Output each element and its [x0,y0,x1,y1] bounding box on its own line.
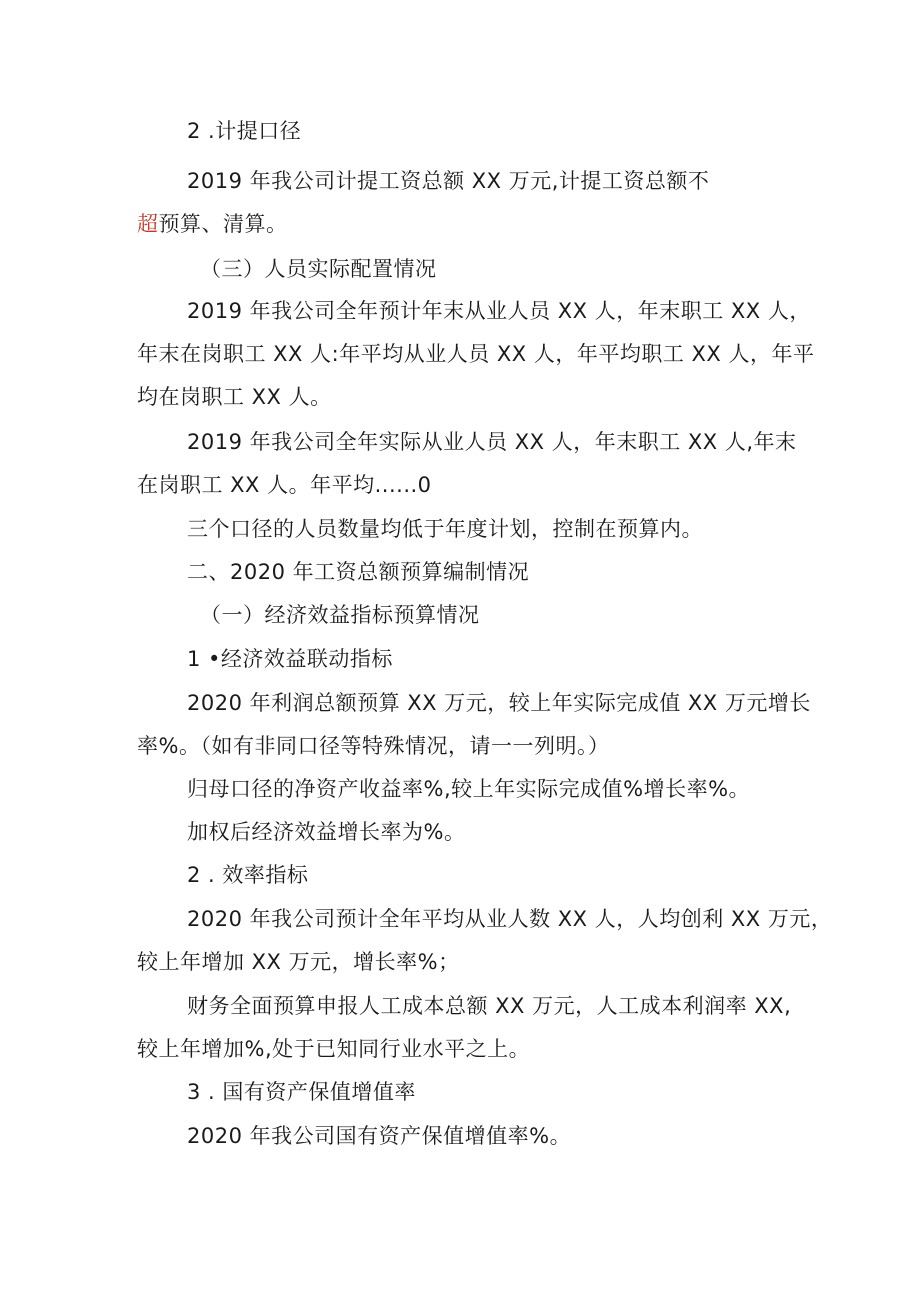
paragraph-line: 率%。（如有非同口径等特殊情况，请一一列明。） [137,734,610,758]
section-heading-economic-indicators: （一）经济效益指标预算情况 [200,603,480,627]
paragraph-line: 财务全面预算申报人工成本总额 XX 万元，人工成本利润率 XX, [187,994,792,1018]
paragraph-line: 2019 年我公司全年实际从业人员 XX 人，年末职工 XX 人,年末 [187,430,797,454]
section-heading-linked-indicators: 1 •经济效益联动指标 [187,647,393,671]
paragraph-line: 2020 年利润总额预算 XX 万元，较上年实际完成值 XX 万元增长 [187,691,811,715]
paragraph-line: 加权后经济效益增长率为%。 [187,820,466,844]
paragraph-line: 较上年增加 XX 万元，增长率%； [137,950,460,974]
section-heading-asset-preservation: 3 . 国有资产保值增值率 [187,1080,416,1104]
paragraph-line: 超预算、清算。 [137,212,288,236]
paragraph-line: 年末在岗职工 XX 人:年平均从业人员 XX 人，年平均职工 XX 人，年平 [137,342,815,366]
paragraph-line: 2019 年我公司计提工资总额 XX 万元,计提工资总额不 [187,169,710,193]
section-heading-accrual-scope: 2 .计提口径 [187,119,302,143]
paragraph-line: 较上年增加%,处于已知同行业水平之上。 [137,1037,531,1061]
paragraph-line: 2020 年我公司国有资产保值增值率%。 [187,1124,572,1148]
section-heading-efficiency: 2 . 效率指标 [187,863,309,887]
paragraph-line: 均在岗职工 XX 人。 [137,385,332,409]
paragraph-line: 三个口径的人员数量均低于年度计划，控制在预算内。 [187,517,703,541]
section-heading-2020-budget: 二、2020 年工资总额预算编制情况 [187,560,530,584]
section-heading-staffing: （三）人员实际配置情况 [200,257,437,281]
paragraph-line: 2019 年我公司全年预计年末从业人员 XX 人，年末职工 XX 人， [187,299,811,323]
paragraph-line: 2020 年我公司预计全年平均从业人数 XX 人，人均创利 XX 万元， [187,907,833,931]
highlighted-char: 超 [137,212,159,236]
paragraph-line: 归母口径的净资产收益率%,较上年实际完成值%增长率%。 [187,777,751,801]
paragraph-line: 在岗职工 XX 人。年平均......0 [137,473,432,497]
